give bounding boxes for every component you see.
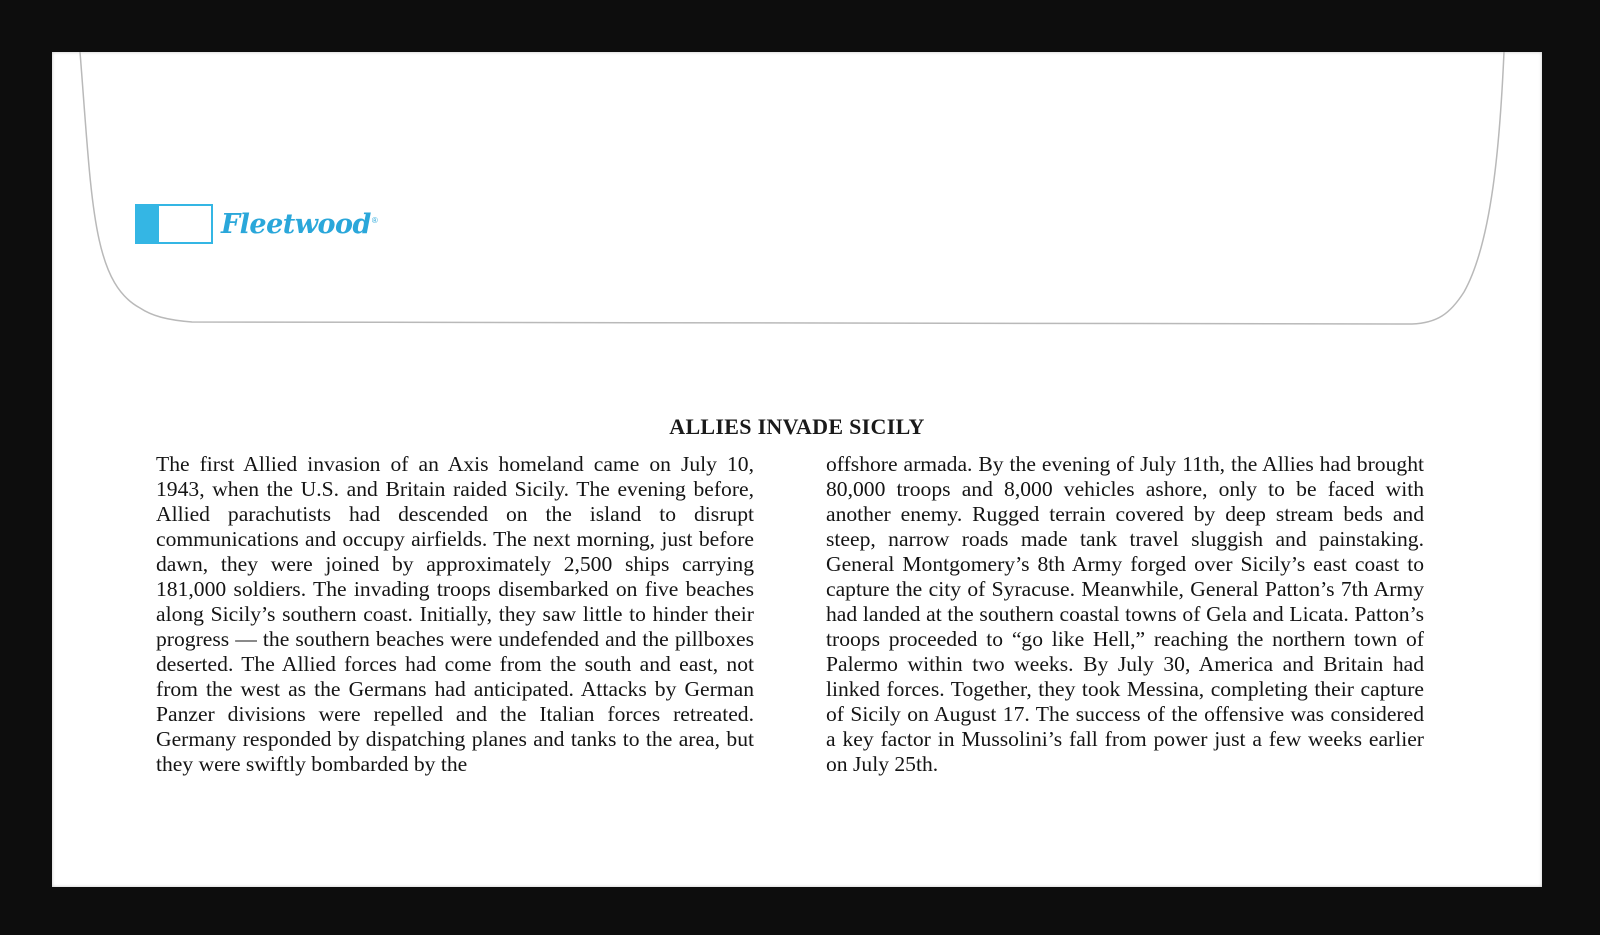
article-title: ALLIES INVADE SICILY [669, 414, 925, 439]
envelope-back [52, 52, 1542, 887]
logo-fill [137, 206, 159, 242]
registered-mark: ® [371, 216, 378, 225]
logo-box-icon [135, 204, 213, 244]
article-column-left: The first Allied invasion of an Axis homeland came on July 10, 1943, when the U.S. and Britain raided Sicily. The evening before, Allied parachutists had descended on the island to disrupt communications and occupy airfields. The next morning, just before dawn, they were joined by approximately 2,500 ships carrying 181,000 soldiers. The invading troops disembarked on five beaches along Sicily’s southern coast. Initially, they saw little to hinder their progress — the southern beaches were undefended and the pillboxes deserted. The Allied forces had come from the south and east, not from the west as the Germans had anticipated. Attacks by German Panzer divisions were repelled and the Italian forces retreated. Germany responded by dispatching planes and tanks to the area, but they were swiftly bombarded by the [156, 452, 754, 776]
fleetwood-logo [135, 204, 378, 244]
envelope-flap [52, 52, 1542, 342]
article-column-right: offshore armada. By the evening of July 11th, the Allies had brought 80,000 troops and 8,000 vehicles ashore, only to be faced with another enemy. Rugged terrain covered by deep stream beds and steep, narrow roads made tank travel sluggish and painstaking. General Montgomery’s 8th Army forged over Sicily’s east coast to capture the city of Syracuse. Meanwhile, General Patton’s 7th Army had landed at the southern coastal towns of Gela and Licata. Patton’s troops proceeded to “go like Hell,” reaching the northern town of Palermo within two weeks. By July 30, America and Britain had linked forces. Together, they took Messina, completing their capture of Sicily on August 17. The success of the offensive was considered a key factor in Mussolini’s fall from power just a few weeks earlier on July 25th. [826, 452, 1424, 776]
brand-name: Fleetwood [221, 208, 371, 240]
